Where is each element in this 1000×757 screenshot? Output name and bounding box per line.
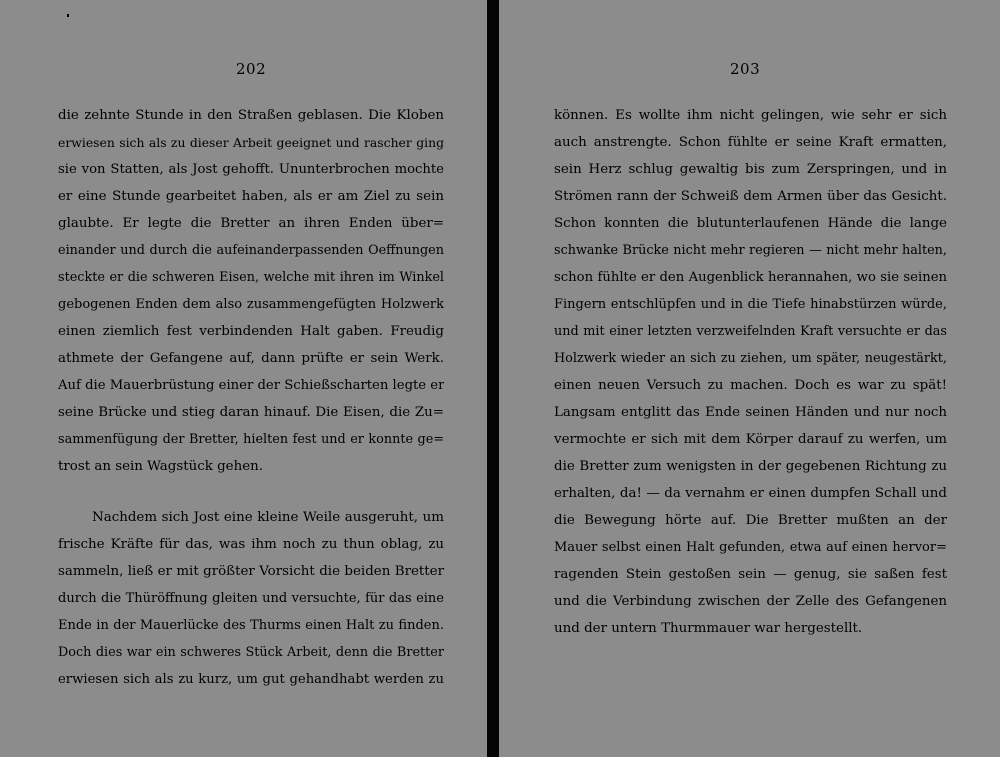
text-line: vermochte er sich mit dem Körper darauf zu werfen, um [554,432,947,447]
paragraph-gap [58,480,444,504]
text-line: ragenden Stein gestoßen sein — genug, sie saßen fest [554,567,947,582]
text-line: und mit einer letzten verzweifelnden Kraft versuchte er das [554,324,947,339]
left-page [0,0,487,757]
text-line: einen ziemlich fest verbindenden Halt gaben. Freudig [58,324,444,339]
right-page [499,0,1000,757]
text-line: Strömen rann der Schweiß dem Armen über das Gesicht. [554,189,947,204]
text-line: die Bewegung hörte auf. Die Bretter mußten an der [554,513,947,528]
text-line: glaubte. Er legte die Bretter an ihren Enden über= [58,216,444,231]
text-line: erwiesen sich als zu dieser Arbeit geeignet und rascher ging [58,135,444,150]
text-line: die zehnte Stunde in den Straßen geblasen. Die Kloben [58,108,444,123]
text-line: trost an sein Wagstück gehen. [58,459,264,474]
text-line: Ende in der Mauerlücke des Thurms einen Halt zu finden. [58,618,444,633]
left-page-text [58,102,444,693]
text-line: sammeln, ließ er mit größter Vorsicht die beiden Bretter [58,564,444,579]
text-line: auch anstrengte. Schon fühlte er seine Kraft ermatten, [554,135,947,150]
text-line: Doch dies war ein schweres Stück Arbeit, denn die Bretter [58,645,444,660]
text-line: schon fühlte er den Augenblick herannahen, wo sie seinen [554,270,947,285]
text-line: Auf die Mauerbrüstung einer der Schießscharten legte er [58,378,444,393]
text-line: Mauer selbst einen Halt gefunden, etwa auf einen hervor= [554,540,947,555]
text-line: er eine Stunde gearbeitet haben, als er am Ziel zu sein [58,189,444,204]
text-line: einander und durch die aufeinanderpassenden Oeffnungen [58,243,444,258]
text-line: sein Herz schlug gewaltig bis zum Zerspringen, und in [554,162,947,177]
text-line: steckte er die schweren Eisen, welche mit ihren im Winkel [58,270,444,285]
text-line: Langsam entglitt das Ende seinen Händen und nur noch [554,405,947,420]
text-line: sie von Statten, als Jost gehofft. Ununterbrochen mochte [58,162,444,177]
text-line: können. Es wollte ihm nicht gelingen, wie sehr er sich [554,108,947,123]
book-gutter [487,0,499,757]
right-page-text [554,102,947,642]
text-line: schwanke Brücke nicht mehr regieren — nicht mehr halten, [554,243,947,258]
text-line: erwiesen sich als zu kurz, um gut gehandhabt werden zu [58,672,444,687]
dust-speck [67,14,69,17]
text-line: die Bretter zum wenigsten in der gegebenen Richtung zu [554,459,947,474]
text-line: sammenfügung der Bretter, hielten fest und er konnte ge= [58,432,444,447]
text-line: seine Brücke und stieg daran hinauf. Die Eisen, die Zu= [58,405,444,420]
text-line: Schon konnten die blutunterlaufenen Hände die lange [554,216,947,231]
text-line: Holzwerk wieder an sich zu ziehen, um später, neugestärkt, [554,351,947,366]
text-line: frische Kräfte für das, was ihm noch zu thun oblag, zu [58,537,444,552]
text-line: erhalten, da! — da vernahm er einen dumpfen Schall und [554,486,947,501]
text-line: und die Verbindung zwischen der Zelle des Gefangenen [554,594,947,609]
text-line: Fingern entschlüpfen und in die Tiefe hinabstürzen würde, [554,297,947,312]
text-line: Nachdem sich Jost eine kleine Weile ausgeruht, um [92,510,444,525]
text-line: einen neuen Versuch zu machen. Doch es war zu spät! [554,378,947,393]
text-line: athmete der Gefangene auf, dann prüfte er sein Werk. [58,351,444,366]
page-number-left: 202 [236,60,267,78]
page-number-right: 203 [730,60,761,78]
text-line: durch die Thüröffnung gleiten und versuchte, für das eine [58,591,444,606]
text-line: gebogenen Enden dem also zusammengefügten Holzwerk [58,297,444,312]
text-line: und der untern Thurmmauer war hergestellt. [554,621,863,636]
